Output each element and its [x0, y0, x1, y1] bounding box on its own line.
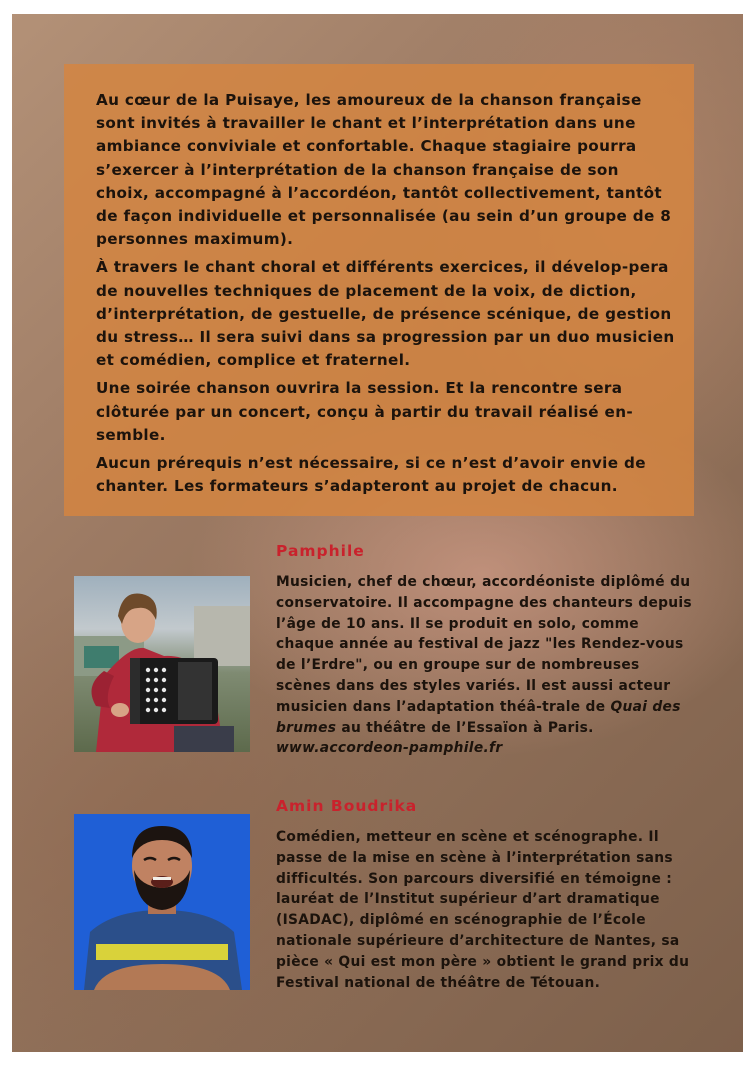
bio-text: Comédien, metteur en scène et scénographe. Il passe de la mise en scène à l’interprétation sans difficultés. Son parcours diversifié en témoigne : lauréat de l’Institut supérieur d’art dramatique (ISADAC), diplômé en scénographie de l’École nationale supérieure d’architecture de Nantes, sa pièce « Qui est mon père » obtient le grand prix du Festival national de théâtre de Tétouan. [276, 829, 690, 991]
work-title: Quai des brumes [276, 698, 681, 736]
intro-paragraph-4: Aucun prérequis n’est nécessaire, si ce n’est d’avoir envie de chanter. Les formateurs s’adapteront au projet de chacun. [96, 454, 646, 496]
intro-text [96, 89, 676, 503]
website-link[interactable]: www.accordeon-pamphile.fr [276, 740, 503, 757]
amin-photo [74, 814, 250, 990]
bio-name: Pamphile [276, 542, 365, 560]
intro-paragraph-3: Une soirée chanson ouvrira la session. Et la rencontre sera clôturée par un concert, conçu à partir du travail réalisé en-semble. [96, 379, 634, 444]
flyer-page [12, 14, 743, 1052]
intro-paragraph-1: Au cœur de la Puisaye, les amoureux de la chanson française sont invités à travailler le chant et l’interprétation dans une ambiance conviviale et confortable. Chaque stagiaire pourra s’exercer à l’interprétation de la chanson française de son choix, accompagné à l’accordéon, tantôt collectivement, tantôt de façon individuelle et personnalisée (au sein d’un groupe de 8 personnes maximum). [96, 91, 672, 249]
bio-text-part-2: au théâtre de l’Essaïon à Paris. [336, 719, 594, 736]
pamphile-photo [74, 576, 250, 752]
bio-name: Amin Boudrika [276, 797, 418, 815]
intro-paragraph-2: À travers le chant choral et différents exercices, il dévelop-pera de nouvelles techniques de placement de la voix, de diction, d’interprétation, de gestuelle, de présence scénique, de gestion du stress… Il sera suivi dans sa progression par un duo musicien et comédien, complice et fraternel. [96, 258, 675, 370]
bio-text-part-1: Musicien, chef de chœur, accordéoniste diplômé du conservatoire. Il accompagne des chanteurs depuis l’âge de 10 ans. Il se produit en solo, comme chaque année au festival de jazz "les Rendez-vous de l’Erdre", ou en groupe sur de nombreuses scènes dans des styles variés. Il est aussi acteur musicien dans l’adaptation théâ-trale de [276, 574, 692, 715]
bio-text [276, 572, 696, 759]
